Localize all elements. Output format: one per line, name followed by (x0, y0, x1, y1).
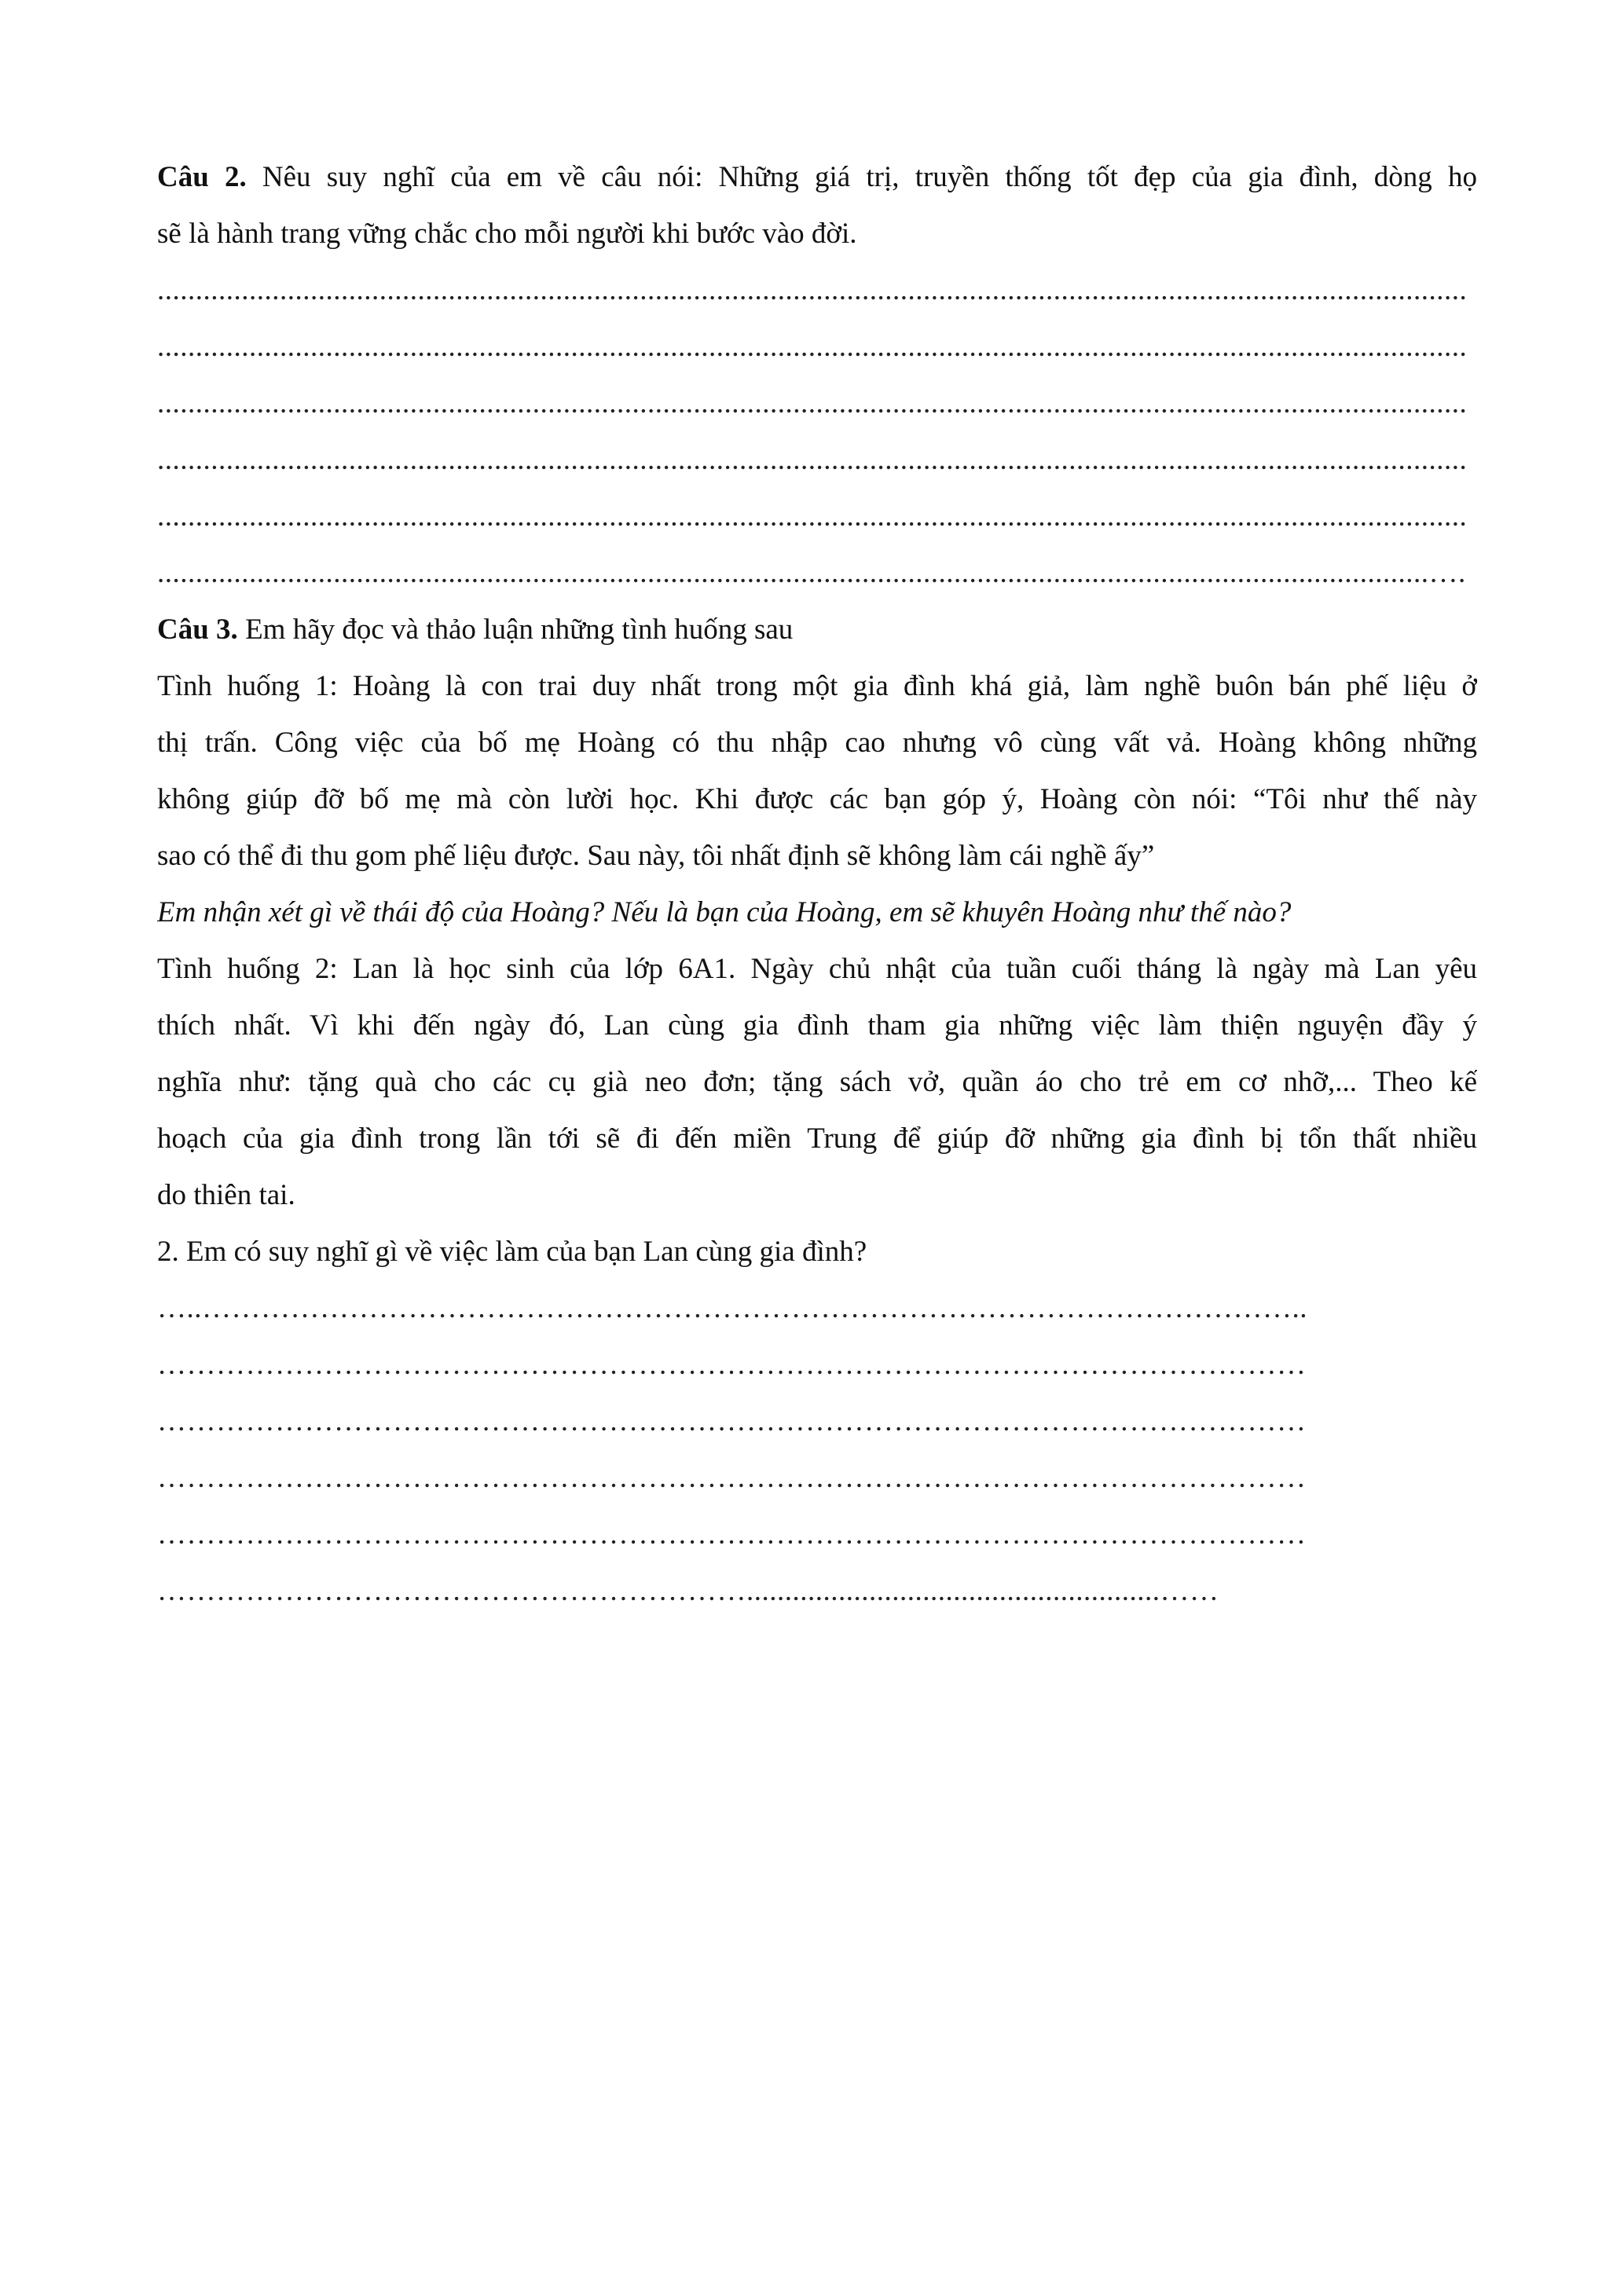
situation2-line: hoạch của gia đình trong lần tới sẽ đi đến miền Trung để giúp đỡ những gia đình bị tổn thất nhiều (157, 1122, 1477, 1155)
situation1-line: thị trấn. Công việc của bố mẹ Hoàng có thu nhập cao nhưng vô cùng vất vả. Hoàng không những (157, 727, 1477, 759)
situation1 (157, 658, 1477, 884)
answer-line: ........................................................................................................................................................................... (157, 274, 1468, 306)
situation1-line: không giúp đỡ bố mẹ mà còn lười học. Khi được các bạn góp ý, Hoàng còn nói: “Tôi như thế này (157, 783, 1477, 815)
answer-line: ……………………………………………………......................................................…… (157, 1575, 1219, 1607)
situation2-line: thích nhất. Vì khi đến ngày đó, Lan cùng gia đình tham gia những việc làm thiện nguyện đầy ý (157, 1009, 1477, 1042)
answer-line: ……………………………………………………………………………………………………… (157, 1518, 1307, 1551)
question2-label: Câu 2. (157, 161, 247, 193)
question2-line1 (157, 149, 1477, 206)
question2-answer-area (157, 262, 1477, 602)
answer-line: ........................................................................................................................................................................... (157, 444, 1468, 476)
question3-answer-area (157, 1280, 1477, 1620)
answer-line: ........................................................................................................................................................................... (157, 331, 1468, 363)
answer-line: ........................................................................................................................................................................... (157, 387, 1468, 419)
question3-intro: Em hãy đọc và thảo luận những tình huống sau (237, 613, 794, 646)
question2-text: Nêu suy nghĩ của em về câu nói: Những giá trị, truyền thống tốt đẹp của gia đình, dòng họ (246, 161, 1477, 193)
situation1-line: Tình huống 1: Hoàng là con trai duy nhất trong một gia đình khá giả, làm nghề buôn bán phế liệu ở (157, 670, 1477, 702)
answer-line: ……………………………………………………………………………………………………… (157, 1349, 1307, 1381)
answer-line: ……………………………………………………………………………………………………… (157, 1405, 1307, 1437)
answer-line: ......................................................................................................................................................................…. (157, 557, 1466, 589)
situation2-line: nghĩa như: tặng quà cho các cụ già neo đơn; tặng sách vở, quần áo cho trẻ em cơ nhỡ,... Theo kế (157, 1066, 1477, 1098)
worksheet-page (157, 149, 1477, 1620)
situation2 (157, 941, 1477, 1224)
situation2-line: Tình huống 2: Lan là học sinh của lớp 6A1. Ngày chủ nhật của tuần cuối tháng là ngày mà Lan yêu (157, 953, 1477, 985)
situation2-line: do thiên tai. (157, 1179, 295, 1211)
answer-line: ........................................................................................................................................................................... (157, 500, 1468, 533)
answer-line: …..………………………………………………………………………………………………….. (157, 1292, 1307, 1324)
question2-line2: sẽ là hành trang vững chắc cho mỗi người khi bước vào đời. (157, 218, 857, 250)
question3-heading (157, 602, 1477, 658)
question3-label: Câu 3. (157, 613, 238, 646)
situation2-question: 2. Em có suy nghĩ gì về việc làm của bạn Lan cùng gia đình? (157, 1236, 867, 1268)
situation1-question: Em nhận xét gì về thái độ của Hoàng? Nếu là bạn của Hoàng, em sẽ khuyên Hoàng như thế nào? (157, 896, 1292, 928)
situation1-line: sao có thể đi thu gom phế liệu được. Sau này, tôi nhất định sẽ không làm cái nghề ấy” (157, 840, 1155, 872)
answer-line: ……………………………………………………………………………………………………… (157, 1462, 1307, 1494)
